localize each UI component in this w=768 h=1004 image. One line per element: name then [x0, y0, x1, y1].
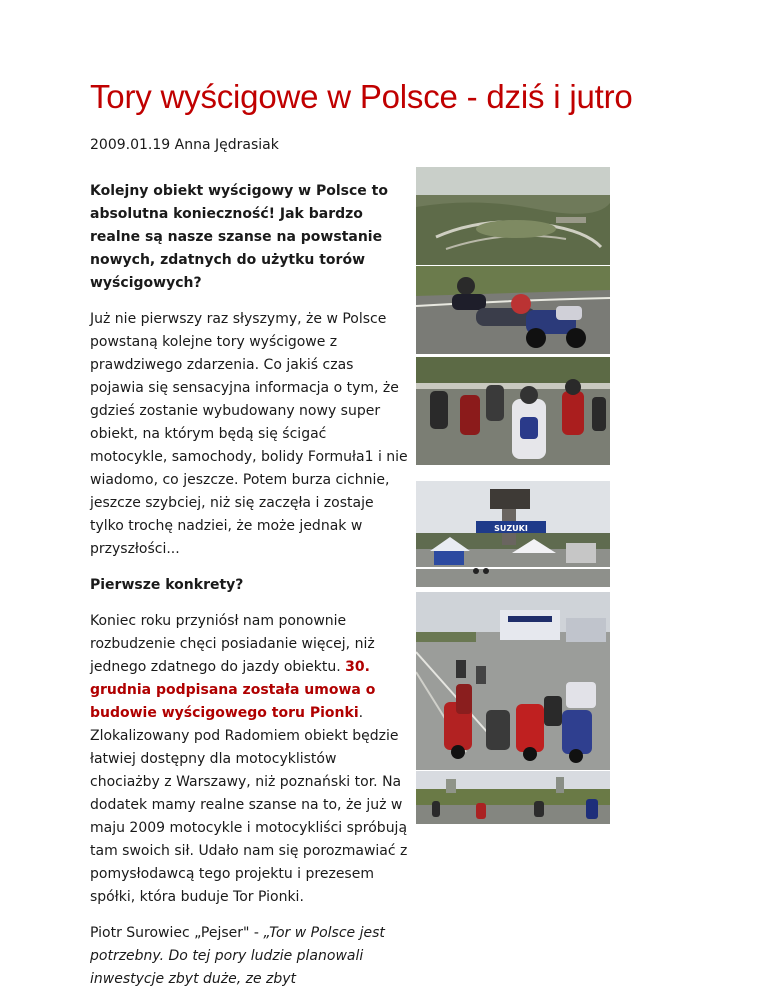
pit-lane-photo	[416, 592, 610, 770]
paddock-tower-photo	[416, 481, 610, 587]
aerial-track-photo	[416, 167, 610, 265]
quote-paragraph	[90, 922, 408, 991]
byline	[90, 135, 279, 155]
section-heading: Pierwsze konkrety?	[90, 577, 244, 593]
article-body	[90, 180, 408, 1004]
article-paragraph: Już nie pierwszy raz słyszymy, że w Polsce powstaną kolejne tory wyścigowe z prawdziwego zdarzenia. Co jakiś czas pojawia się sensacyjna informacja o tym, że gdzieś zostanie wybudowany nowy super obiekt, na którym będą się ścigać motocykle, samochody, bolidy Formuła1 i nie wiadomo, co jeszcze. Potem burza cichnie, jeszcze szybciej, niż się zaczęła i zostaje tylko trochę nadziei, że może jednak w przyszłości...	[90, 311, 408, 557]
riders-cornering-photo	[416, 266, 610, 354]
paragraph-text: Koniec roku przyniósł nam ponownie rozbudzenie chęci posiadanie więcej, niż jednego zdatnego do jazdy obiektu.	[90, 613, 375, 675]
article-author: Anna Jędrasiak	[174, 137, 279, 153]
paragraph-text: . Zlokalizowany pod Radomiem obiekt będzie łatwiej dostępny dla motocyklistów chociażby z Warszawy, niż poznański tor. Na dodatek mamy realne szanse na to, że już w maju 2009 motocykle i motocykliści spróbują tam swoich sił. Udało nam się porozmawiać z pomysłodawcą tego projektu i prezesem spółki, która buduje Tor Pionki.	[90, 705, 408, 905]
article-paragraph	[90, 610, 408, 909]
article-title: Tory wyścigowe w Polsce - dziś i jutro	[90, 78, 633, 115]
suzuki-banner-text: SUZUKI	[494, 524, 528, 533]
article-lead: Kolejny obiekt wyścigowy w Polsce to absolutna konieczność! Jak bardzo realne są nasze szanse na powstanie nowych, zdatnych do użytku torów wyścigowych?	[90, 183, 388, 291]
quote-text: „Tor w Polsce jest potrzebny. Do tej pory ludzie planowali inwestycje zbyt duże, ze zbyt	[90, 925, 385, 987]
quote-speaker: Piotr Surowiec „Pejser" -	[90, 925, 264, 941]
highlighted-link[interactable]: 30. grudnia podpisana została umowa o budowie wyścigowego toru Pionki	[90, 659, 376, 721]
article-date: 2009.01.19	[90, 137, 171, 153]
track-grass-photo	[416, 771, 610, 824]
riders-group-track-photo	[416, 357, 610, 465]
